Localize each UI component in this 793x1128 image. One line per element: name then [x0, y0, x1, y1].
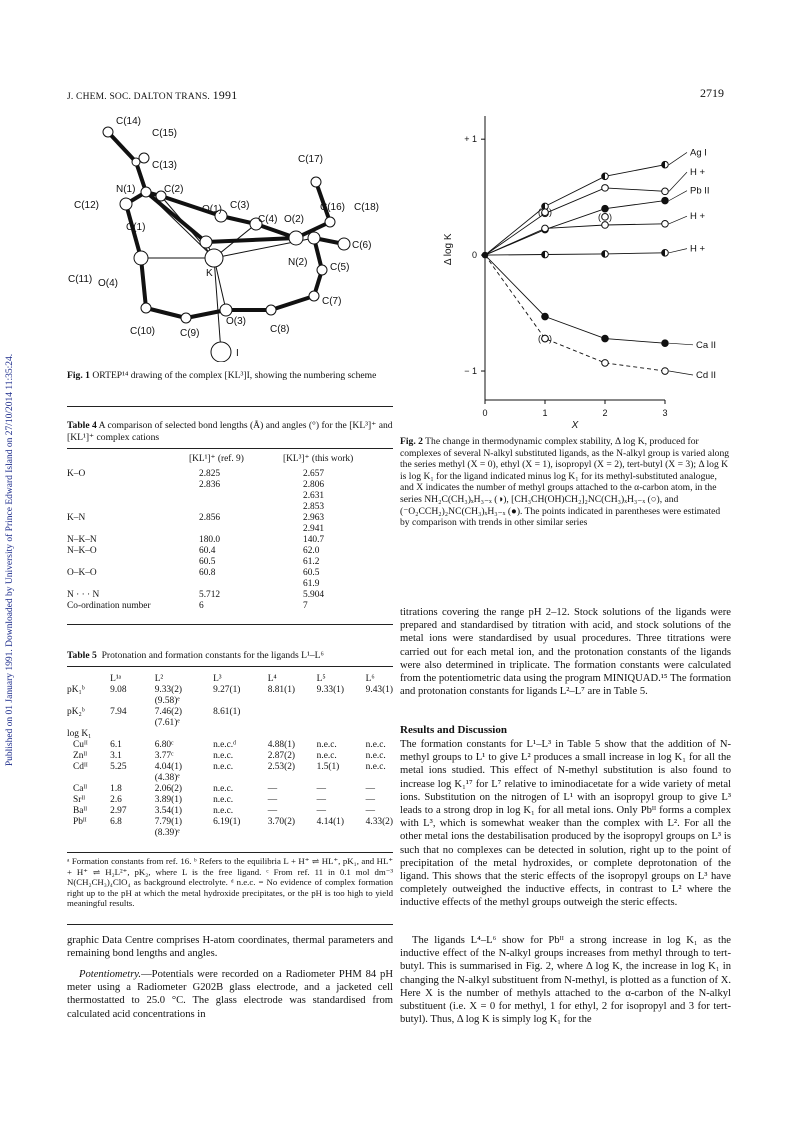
cell — [211, 773, 266, 784]
cell — [266, 696, 315, 707]
cell: 2.853 — [303, 502, 325, 512]
table-row — [65, 718, 395, 729]
cell: — — [316, 806, 327, 816]
potentiometry-text: —Potentials were recorded on a Radiometer PHM 84 pH meter using a Radiometer G202B glass electrode, and a jacketed cell thermostatted to 25.0 °C. The glass electrode was standardised from calculated acid concentrations in — [67, 969, 393, 1020]
fig1-caption-label: Fig. 1 — [67, 370, 90, 381]
column-header: L⁶ — [365, 674, 375, 684]
cell: n.e.c. — [213, 762, 234, 772]
cell: 2.825 — [199, 469, 221, 479]
series-line — [485, 165, 665, 255]
cell: 3.54(1) — [154, 806, 183, 816]
right-body-para1: titrations covering the range pH 2–12. Stock solutions of the ligands were prepared and standardised by titration with acid, and stock solutions of the metal ions were standardised by usual procedures. Three titrations were carried out for each metal ion, and the protonation constants of the ligands were also determined in triplicate. The formation constants were calculated from the potentiometric data using the program MINIQUAD.¹⁵ The formation and protonation constants for ligands L²–L⁷ are in Table 5. — [400, 607, 731, 698]
rule — [67, 852, 393, 853]
table-row — [65, 535, 395, 546]
right-body-para2: The formation constants for L¹–L³ in Table 5 show that the addition of N-methyl groups to L¹ to give L² produces a small increase in log K₁ for all the metal ions studied. This effect of N-methyl substitution is also found to increase log K₁¹⁷ for L⁷ relative to iminodiacetate for a wide variety of metal ions. Substitution on the nitrogen of L¹ with an isopropyl group to give L³ leads to a strong drop in log K₁ for all metal ions. Only Pbᴵᴵ forms a complex with L³, which is somewhat weaker than the complex with L². For all the other metal ions the destabilisation produced by the isopropyl groups on L³ is such that no complexes can be detected in solution, right up to the point of precipitation of the metal hydroxides, or complete deprotonation of the ligand. This shows that the steric effects of the isopropyl groups on L³ have completely outweighed the inductive effects, in contrast to L² where the inductive effects of the methyl groups outweigh the steric effects. — [400, 739, 731, 909]
cell — [315, 773, 364, 784]
row-label: Cuᴵᴵ — [73, 740, 88, 750]
cell — [266, 729, 315, 740]
atom-label: C(11) — [68, 274, 93, 285]
y-axis-label: Δ log K — [443, 233, 454, 266]
row-label: Baᴵᴵ — [73, 806, 88, 816]
download-watermark-text: Published on 01 January 1991. Downloaded by University of Prince Edward Island on 27/10/2014 11:35:24. — [5, 353, 15, 767]
series-label-leader — [669, 191, 687, 201]
row-label: N · · · N — [67, 590, 100, 600]
cell: 1.5(1) — [316, 762, 340, 772]
data-point — [662, 221, 669, 228]
cell: n.e.c. — [213, 806, 234, 816]
cell: n.e.c. — [213, 784, 234, 794]
fig1-ortep-drawing — [66, 110, 396, 362]
cell: 7.94 — [110, 707, 127, 717]
cell — [364, 729, 395, 740]
cell: (7.61)ᵉ — [154, 718, 180, 728]
cell: 9.33(1) — [316, 685, 344, 695]
cell — [211, 718, 266, 729]
row-label — [65, 502, 187, 513]
cell: 9.27(1) — [213, 685, 241, 695]
cell: 4.33(2) — [365, 817, 393, 827]
fig2-caption — [400, 436, 730, 529]
cell: — — [316, 795, 327, 805]
cell: — — [267, 806, 278, 816]
atom-label: O(4) — [98, 278, 118, 289]
row-label — [65, 557, 187, 568]
cell — [187, 524, 281, 535]
right-body-para3: The ligands L⁴–L⁶ show for Pbᴵᴵ a strong increase in log K₁ as the inductive effect of the N-alkyl groups increases from methyl through to tert-butyl. This is summarised in Fig. 2, where Δ log K, the increase in log K₁ in changing the N-alkyl substituent from N-methyl, is plotted as a function of X. Here X is the number of methyls attached to the α-carbon of the N-alkyl substituent (i.e. X = 0 for methyl, 1 for ethyl, 2 for isopropyl and 3 for tert-butyl). Thus, Δ log K is simply log K₁ for the — [400, 935, 731, 1026]
cell: 6.19(1) — [213, 817, 241, 827]
cell — [187, 491, 281, 502]
estimated-point-paren: ( — [538, 207, 541, 218]
table-row — [65, 513, 395, 524]
table-row — [65, 502, 395, 513]
atom-label: O(1) — [202, 204, 222, 215]
cell: (9.58)ᵉ — [154, 696, 180, 706]
series-label-leader — [669, 152, 687, 164]
cell: 8.61(1) — [213, 707, 241, 717]
series-label-leader — [669, 172, 687, 191]
cell: 6.80ᶜ — [154, 740, 174, 750]
cell: 3.1 — [110, 751, 122, 761]
row-label: K–O — [67, 469, 86, 479]
estimated-point-paren: ( — [538, 333, 541, 344]
cell: 6.8 — [110, 817, 122, 827]
data-point — [662, 368, 669, 375]
fig2-chart — [400, 104, 730, 430]
estimated-point-paren: ) — [609, 211, 612, 222]
cell: 2.963 — [303, 513, 325, 523]
cell — [315, 729, 364, 740]
cell — [108, 696, 153, 707]
row-label: Cdᴵᴵ — [73, 762, 88, 772]
cell: n.e.c. — [316, 751, 337, 761]
rule — [67, 448, 393, 449]
cell: — — [316, 784, 327, 794]
row-label: Pbᴵᴵ — [73, 817, 87, 827]
cell: 4.88(1) — [267, 740, 296, 750]
table4-title-label: Table 4 — [67, 420, 97, 431]
cell — [108, 773, 153, 784]
y-tick-label: + 1 — [464, 134, 477, 145]
cell: 60.8 — [199, 568, 216, 578]
table-row — [65, 784, 395, 795]
origin-point — [482, 252, 489, 259]
potentiometry-heading: Potentiometry. — [79, 969, 142, 980]
cell: 1.8 — [110, 784, 122, 794]
table-row — [65, 696, 395, 707]
column-header: L⁴ — [267, 674, 277, 684]
column-header — [65, 674, 108, 685]
series-line — [485, 188, 665, 255]
cell: n.e.c. — [213, 751, 234, 761]
cell: 9.33(2) — [154, 685, 183, 695]
cell: (4.38)ᵉ — [154, 773, 180, 783]
cell — [364, 696, 395, 707]
atom-label: C(2) — [164, 184, 184, 195]
cell: 5.904 — [303, 590, 325, 600]
rule — [67, 406, 393, 407]
atom-label: N(2) — [288, 257, 308, 268]
table-row — [65, 828, 395, 839]
table-row — [65, 817, 395, 828]
cell: 3.77ᶜ — [154, 751, 174, 761]
row-label — [65, 828, 108, 839]
x-tick-label: 2 — [602, 408, 608, 418]
cell: 62.0 — [303, 546, 320, 556]
cell — [315, 707, 364, 718]
data-point — [662, 340, 669, 347]
series-label: Ca II — [696, 339, 717, 351]
x-tick-label: 3 — [662, 408, 668, 418]
x-axis-label: X — [571, 420, 579, 430]
table-row — [65, 546, 395, 557]
table-row — [65, 491, 395, 502]
cell: n.e.c. — [365, 762, 386, 772]
atom-label: C(7) — [322, 296, 342, 307]
atom-label: C(10) — [130, 326, 156, 337]
cell: 2.06(2) — [154, 784, 183, 794]
cell: 2.97 — [110, 806, 127, 816]
cell: 9.08 — [110, 685, 127, 695]
x-tick-label: 0 — [482, 408, 488, 418]
cell: 2.6 — [110, 795, 122, 805]
table4-title — [67, 420, 393, 443]
estimated-point-paren: ) — [549, 207, 552, 218]
table-row — [65, 557, 395, 568]
data-point — [542, 225, 549, 232]
cell — [364, 707, 395, 718]
series-label-leader — [669, 216, 687, 224]
table-row — [65, 469, 395, 480]
column-header: [KL¹]⁺ (ref. 9) — [189, 454, 244, 464]
row-label: O–K–O — [67, 568, 97, 578]
row-label: N–K–O — [67, 546, 97, 556]
fig1-caption-text: ORTEP¹⁴ drawing of the complex [KL³]I, showing the numbering scheme — [92, 370, 377, 381]
cell: 2.87(2) — [267, 751, 296, 761]
row-label: Co-ordination number — [67, 601, 151, 611]
fig1-caption — [67, 370, 393, 382]
cell: 60.4 — [199, 546, 216, 556]
atom-label: C(17) — [298, 154, 324, 165]
cell: 9.43(1) — [365, 685, 393, 695]
atom-label: O(2) — [284, 214, 304, 225]
section-title: Results and Discussion — [400, 724, 507, 736]
y-tick-label: 0 — [471, 250, 477, 261]
table-row — [65, 729, 395, 740]
row-label — [65, 480, 187, 491]
column-header: [KL³]⁺ (this work) — [283, 454, 354, 464]
cell: 2.657 — [303, 469, 325, 479]
table-header-row — [65, 454, 395, 465]
series-line — [485, 255, 665, 343]
download-watermark — [2, 210, 18, 910]
cell — [211, 828, 266, 839]
cell — [266, 828, 315, 839]
table-row — [65, 806, 395, 817]
series-label-leader — [669, 343, 693, 345]
row-label — [65, 696, 108, 707]
series-line — [485, 224, 665, 255]
cell: 4.14(1) — [316, 817, 344, 827]
cell — [364, 718, 395, 729]
cell: 5.25 — [110, 762, 127, 772]
row-label — [65, 491, 187, 502]
x-tick-label: 1 — [542, 408, 548, 418]
cell: 5.712 — [199, 590, 221, 600]
atom-label: K — [206, 268, 213, 279]
cell: 2.836 — [199, 480, 221, 490]
cell — [315, 696, 364, 707]
table-row — [65, 740, 395, 751]
cell: 6 — [199, 601, 204, 611]
atom-label: C(9) — [180, 328, 200, 339]
atom-label: C(12) — [74, 200, 100, 211]
cell: 60.5 — [199, 557, 216, 567]
cell: 6.1 — [110, 740, 122, 750]
cell: 7 — [303, 601, 308, 611]
cell: 2.806 — [303, 480, 325, 490]
atom-label: I — [236, 348, 239, 359]
estimated-point-paren: ) — [549, 333, 552, 344]
estimated-point — [602, 214, 609, 221]
cell — [153, 729, 211, 740]
atom-label: C(8) — [270, 324, 290, 335]
journal-name: J. CHEM. SOC. DALTON TRANS. — [67, 92, 211, 102]
series-label: H + — [690, 211, 706, 223]
table-row — [65, 568, 395, 579]
table5-title-label: Table 5 — [67, 650, 97, 661]
cell: 3.89(1) — [154, 795, 183, 805]
page-number: 2719 — [700, 86, 724, 100]
row-label: Znᴵᴵ — [73, 751, 88, 761]
series-label: H + — [690, 167, 706, 179]
data-point — [662, 197, 669, 204]
column-header: L⁵ — [316, 674, 326, 684]
cell — [364, 773, 395, 784]
table5-footnote: ᵃ Formation constants from ref. 16. ᵇ Refers to the equilibria L + H⁺ ⇌ HL⁺, pK₁, and HL⁺ + H⁺ ⇌ H₂L²⁺, pK₂, where L is the free ligand. ᶜ From ref. 11 in 0.1 mol dm⁻³ N(CH₂CH₃)₄ClO₄ as background electrolyte. ᵈ n.e.c. = No evidence of complex formation right up to the pH at which the metal hydroxide precipitates, or the pH is too high to yield meaningful results. — [67, 856, 393, 909]
left-body-para1: graphic Data Centre comprises H-atom coordinates, thermal parameters and remaining bond lengths and angles. — [67, 935, 393, 960]
atom-label: C(16) — [320, 202, 346, 213]
atom-label: C(6) — [352, 240, 372, 251]
table-row — [65, 524, 395, 535]
cell: 4.04(1) — [154, 762, 183, 772]
cell — [315, 718, 364, 729]
cell: 8.81(1) — [267, 685, 296, 695]
series-label-leader — [669, 249, 687, 253]
table-row — [65, 601, 395, 612]
row-label: pK₁ᵇ — [67, 685, 85, 695]
cell: 2.856 — [199, 513, 221, 523]
cell — [187, 502, 281, 513]
cell — [364, 828, 395, 839]
atom-label: C(4) — [258, 214, 278, 225]
series-label: Cd II — [696, 369, 717, 381]
cell — [108, 729, 153, 740]
row-label — [65, 579, 187, 590]
cell — [315, 828, 364, 839]
series-label: Ag I — [690, 147, 707, 159]
table-header-row — [65, 674, 395, 685]
series-line — [485, 255, 665, 371]
cell: n.e.c.ᵈ — [213, 740, 237, 750]
cell — [108, 828, 153, 839]
cell: n.e.c. — [365, 751, 386, 761]
cell — [266, 707, 315, 718]
cell — [211, 696, 266, 707]
cell: — — [267, 784, 278, 794]
cell — [211, 729, 266, 740]
row-label: pK₂ᵇ — [67, 707, 85, 717]
cell: 2.941 — [303, 524, 325, 534]
cell: — — [267, 795, 278, 805]
left-body-para2 — [67, 968, 393, 1021]
cell: 2.631 — [303, 491, 325, 501]
cell: 61.2 — [303, 557, 320, 567]
table-row — [65, 762, 395, 773]
table-row — [65, 751, 395, 762]
atom-label: C(14) — [116, 116, 142, 127]
atom-label: O(3) — [226, 316, 246, 327]
series-label: Pb II — [690, 185, 710, 197]
cell: 140.7 — [303, 535, 325, 545]
table5 — [65, 674, 395, 839]
cell: 60.5 — [303, 568, 320, 578]
rule — [67, 924, 393, 925]
data-point — [602, 185, 609, 192]
estimated-point-paren: ( — [598, 211, 601, 222]
cell — [187, 579, 281, 590]
data-point — [662, 188, 669, 195]
row-label: K–N — [67, 513, 86, 523]
rule — [67, 666, 393, 667]
cell: 180.0 — [199, 535, 221, 545]
running-header-left — [67, 88, 237, 103]
estimated-point — [542, 209, 549, 216]
fig2-caption-text: The change in thermodynamic complex stability, Δ log K, produced for complexes of several N-alkyl substituted ligands, as the N-alkyl group is varied along the series methyl (X = 0), ethyl (X = 1), isopropyl (X = 2), tert-butyl (X = 3); Δ log K is log K₁ for the ligand indicated minus log K₁ for its methyl-substituted analogue, and X indicates the number of methyl groups attached to the α-carbon atom, in the series NH₂C(CH₃)ₓH₃₋ₓ (◑), [CH₃CH(OH)CH₂]₂NC(CH₃)ₓH₃₋ₓ (○), and (⁻O₂CCH₂)₂NC(CH₃)ₓH₃₋ₓ (●). The points indicated in parentheses were estimated by comparison with trends in other similar series — [400, 436, 730, 529]
column-header: L² — [154, 674, 164, 684]
table-row — [65, 480, 395, 491]
row-label — [65, 773, 108, 784]
series-label-leader — [669, 371, 693, 375]
table5-title — [67, 650, 393, 662]
fig2-caption-label: Fig. 2 — [400, 436, 423, 447]
cell: 2.53(2) — [267, 762, 296, 772]
cell: — — [365, 784, 376, 794]
cell: (8.39)ᵉ — [154, 828, 180, 838]
column-header: L¹ᵃ — [110, 674, 122, 684]
table-row — [65, 773, 395, 784]
cell — [266, 718, 315, 729]
cell: n.e.c. — [213, 795, 234, 805]
table-row — [65, 579, 395, 590]
table4-title-text: A comparison of selected bond lengths (Å) and angles (°) for the [KL³]⁺ and [KL¹]⁺ complex cations — [67, 420, 393, 443]
cell: 3.70(2) — [267, 817, 296, 827]
data-point — [602, 222, 609, 229]
series-line — [485, 201, 665, 256]
table-row — [65, 685, 395, 696]
estimated-point — [542, 335, 549, 342]
row-label: Srᴵᴵ — [73, 795, 86, 805]
atom-label: C(3) — [230, 200, 250, 211]
series-label: H + — [690, 243, 706, 255]
cell — [266, 773, 315, 784]
data-point — [602, 205, 609, 212]
row-label — [65, 718, 108, 729]
row-label — [65, 524, 187, 535]
cell: — — [365, 806, 376, 816]
row-label: log K₁ — [67, 729, 92, 739]
cell: 7.46(2) — [154, 707, 183, 717]
atom-label: C(15) — [152, 128, 178, 139]
cell: 61.9 — [303, 579, 320, 589]
rule — [67, 624, 393, 625]
table5-title-text: Protonation and formation constants for the ligands L¹–L⁶ — [101, 650, 324, 661]
data-point — [542, 313, 549, 320]
data-point — [602, 335, 609, 342]
atom-label: C(1) — [126, 222, 146, 233]
atom-label: C(13) — [152, 160, 178, 171]
table-row — [65, 795, 395, 806]
data-point — [602, 360, 609, 367]
column-header: L³ — [213, 674, 222, 684]
cell: — — [365, 795, 376, 805]
atom-label: C(5) — [330, 262, 350, 273]
atom-label: N(1) — [116, 184, 136, 195]
table-row — [65, 707, 395, 718]
row-label: Caᴵᴵ — [73, 784, 88, 794]
table-row — [65, 590, 395, 601]
row-label: N–K–N — [67, 535, 97, 545]
cell — [108, 718, 153, 729]
y-tick-label: − 1 — [464, 366, 477, 377]
journal-year: 1991 — [212, 88, 238, 102]
series-line — [485, 253, 665, 255]
cell: 7.79(1) — [154, 817, 183, 827]
cell: n.e.c. — [365, 740, 386, 750]
atom-label: C(18) — [354, 202, 380, 213]
table4 — [65, 454, 395, 612]
cell: n.e.c. — [316, 740, 337, 750]
